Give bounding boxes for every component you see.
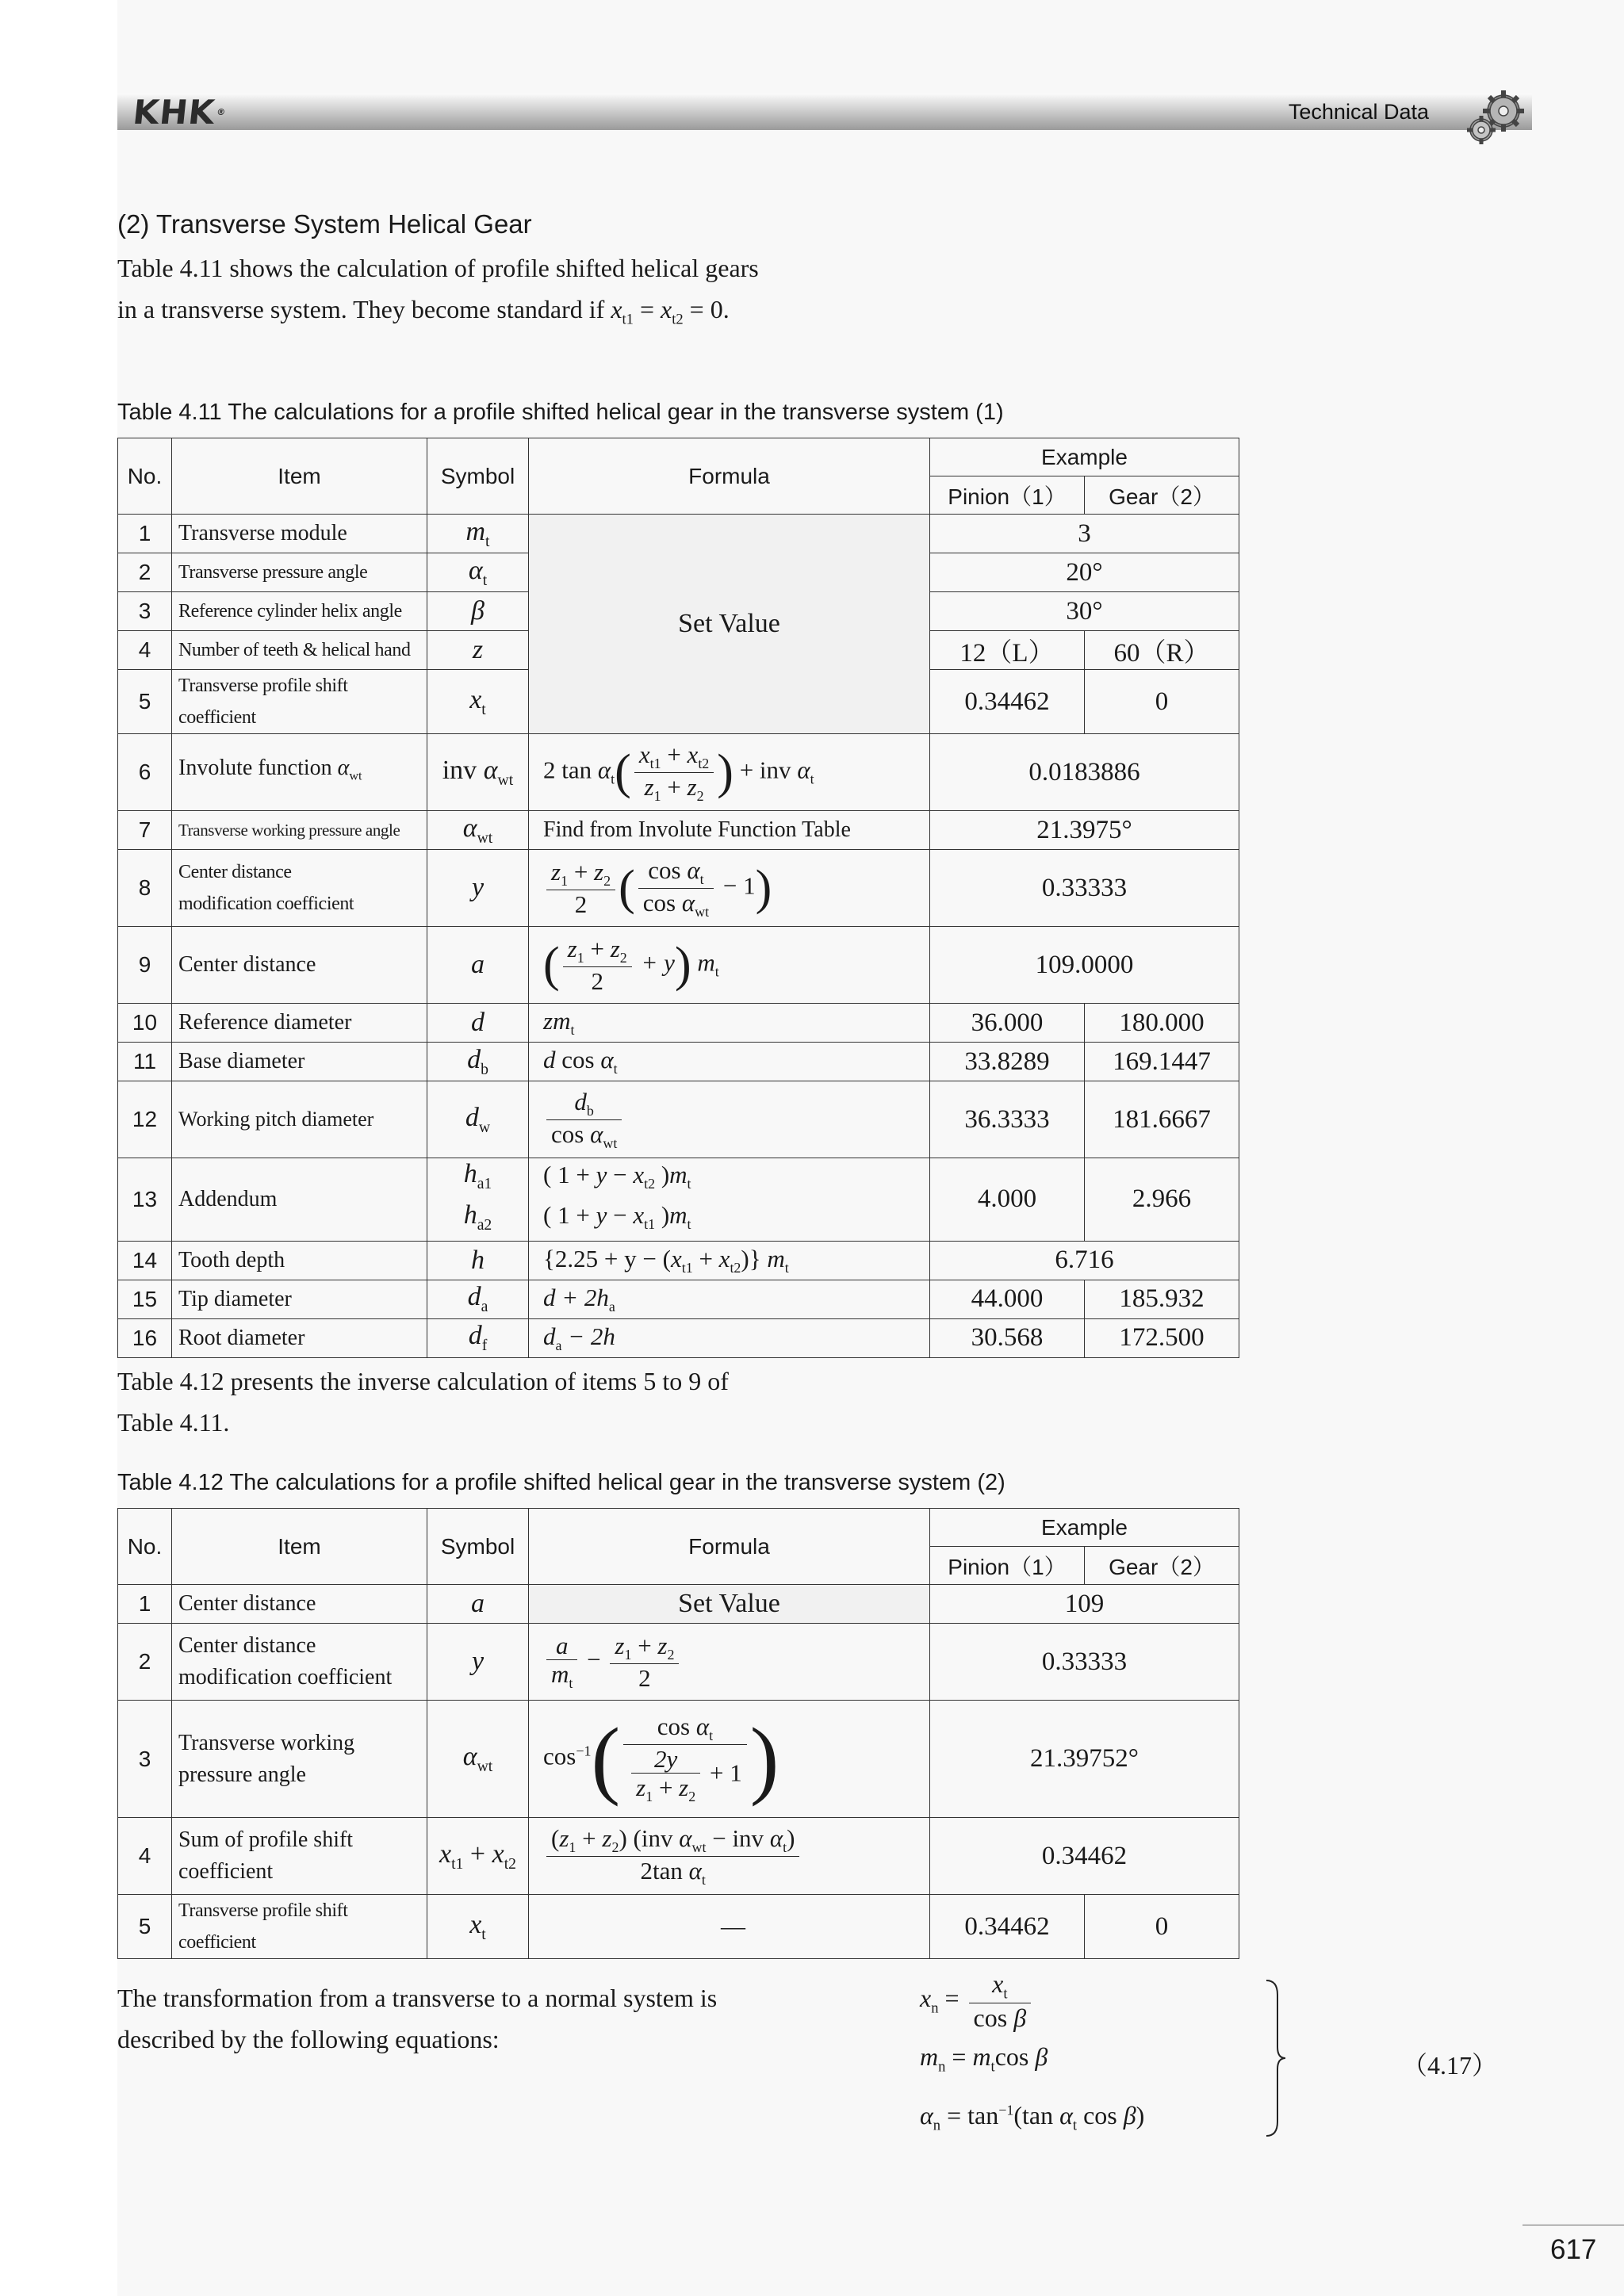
col-header-gear: Gear（2） bbox=[1085, 476, 1239, 515]
table-row: 5 Transverse profile shift coefficient $x_t$ 0.34462 0 bbox=[118, 670, 1239, 734]
col-header-item: Item bbox=[172, 1509, 427, 1585]
set-value-cell: Set Value bbox=[529, 515, 930, 734]
table-row: 14 Tooth depth h $\{2.25 + y - (x_{t1} + x_{t2})\}$ $m_t$ 6.716 bbox=[118, 1241, 1239, 1280]
closing-paragraph: The transformation from a transverse to a normal system is described by the following equations: bbox=[117, 1984, 718, 2053]
table-4-12 bbox=[117, 1508, 1239, 1959]
header-title: Technical Data bbox=[1288, 100, 1429, 124]
table-row: 4 Sum of profile shift coefficient $x_{t1} + x_{t2}$ $\frac{(z_1 + z_2) (inv \alpha_{wt} - inv \alpha_t)}{2\tan \alpha_t}$ 0.34462 bbox=[118, 1818, 1239, 1895]
col-header-symbol: Symbol bbox=[427, 438, 529, 515]
table-row: 13 Addendum $h_{a1}$ $h_{a2}$ ( $1 + y - x_{t2}$ )$m_t$ ( $1 + y - x_{t1}$ )$m_t$ 4.000 2.966 bbox=[118, 1158, 1239, 1242]
table-row: 2 Transverse pressure angle $\alpha_t$ 20° bbox=[118, 553, 1239, 592]
col-header-example: Example bbox=[930, 1509, 1239, 1547]
table-row: 8 Center distance modification coefficient y $\frac{z_1 + z_2}{2}$ ( $\frac{\cos \alpha_t}{\cos \alpha_{wt}}$ − 1) 0.33333 bbox=[118, 850, 1239, 927]
right-brace bbox=[1265, 1979, 1287, 2137]
col-header-item: Item bbox=[172, 438, 427, 515]
equation-number: （4.17） bbox=[1402, 2051, 1498, 2080]
equation-xn: $x_n$ = $\frac{x_t}{\text{cos β}}$ bbox=[920, 1969, 1034, 2033]
table-row: 3 Reference cylinder helix angle β 30° bbox=[118, 592, 1239, 631]
section-title: (2) Transverse System Helical Gear bbox=[117, 209, 532, 239]
table-row: 16 Root diameter $d_f$ $d_a - 2h$ 30.568 172.500 bbox=[118, 1318, 1239, 1357]
equation-alphan: $\alpha_n = \tan^{-1}(\tan$ $\alpha_t$ cos β) bbox=[920, 2101, 1145, 2134]
col-header-gear: Gear（2） bbox=[1085, 1547, 1239, 1585]
table-row: 5 Transverse profile shift coefficient $x_t$ — 0.34462 0 bbox=[118, 1895, 1239, 1959]
table-row: 7 Transverse working pressure angle $\alpha_{wt}$ Find from Involute Function Table 21.3975° bbox=[118, 811, 1239, 850]
col-header-formula: Formula bbox=[529, 1509, 930, 1585]
col-header-symbol: Symbol bbox=[427, 1509, 529, 1585]
gear-icon bbox=[1457, 87, 1530, 147]
col-header-example: Example bbox=[930, 438, 1239, 476]
col-header-no: No. bbox=[118, 438, 172, 515]
intro-paragraph: Table 4.11 shows the calculation of profile shifted helical gears in a transverse system. They become standard if $x_{t1} = x_{t2} = 0$. bbox=[117, 254, 759, 328]
khk-logo: KHK® bbox=[131, 93, 227, 132]
col-header-formula: Formula bbox=[529, 438, 930, 515]
table-row: 1 Transverse module $m_t$ Set Value 3 bbox=[118, 515, 1239, 553]
table-4-11 bbox=[117, 438, 1239, 1358]
table-row: 15 Tip diameter $d_a$ $d + 2h_a$ 44.000 185.932 bbox=[118, 1280, 1239, 1318]
col-header-pinion: Pinion（1） bbox=[930, 476, 1085, 515]
header-bar bbox=[117, 94, 1532, 130]
table-row: 12 Working pitch diameter $d_w$ $\frac{d_b}{\cos \alpha_{wt}}$ 36.3333 181.6667 bbox=[118, 1081, 1239, 1158]
table-row: 4 Number of teeth & helical hand z 12（L） 60（R） bbox=[118, 631, 1239, 670]
col-header-no: No. bbox=[118, 1509, 172, 1585]
equation-mn: $m_n = m_t\cos$ β bbox=[920, 2042, 1048, 2076]
col-header-pinion: Pinion（1） bbox=[930, 1547, 1085, 1585]
page-number: 617 bbox=[1550, 2234, 1597, 2265]
table-row: 6 Involute function $\alpha_{wt}$ inv $\alpha_{wt}$ 2 $\tan \alpha_t$( $\frac{x_{t1} + x_{t2}}{z_1 + z_2}$ ) + inv $\alpha_t$ 0.0183886 bbox=[118, 734, 1239, 811]
table1-caption: Table 4.11 The calculations for a profile shifted helical gear in the transverse system (1) bbox=[117, 400, 1004, 425]
table2-intro: Table 4.12 presents the inverse calculation of items 5 to 9 of Table 4.11. bbox=[117, 1367, 729, 1437]
table-row: 10 Reference diameter d $zm_t$ 36.000 180.000 bbox=[118, 1004, 1239, 1043]
table-row: 1 Center distance a Set Value 109 bbox=[118, 1585, 1239, 1624]
table2-caption: Table 4.12 The calculations for a profile shifted helical gear in the transverse system (2) bbox=[117, 1470, 1005, 1495]
table-row: 3 Transverse working pressure angle $\alpha_{wt}$ $\cos^{-1}$( $\cos \alpha_t$ $\frac{2y}{z_1 + z_2}$ + 1 ) 21.39752° bbox=[118, 1701, 1239, 1818]
set-value-cell: Set Value bbox=[529, 1585, 930, 1624]
table-row: 2 Center distance modification coefficient y $\frac{a}{m_t}$ − $\frac{z_1 + z_2}{2}$ 0.33333 bbox=[118, 1624, 1239, 1701]
table-row: 9 Center distance a ( $\frac{z_1 + z_2}{2}$ + y) $m_t$ 109.0000 bbox=[118, 927, 1239, 1004]
table-row: 11 Base diameter $d_b$ d $\cos \alpha_t$ 33.8289 169.1447 bbox=[118, 1043, 1239, 1081]
